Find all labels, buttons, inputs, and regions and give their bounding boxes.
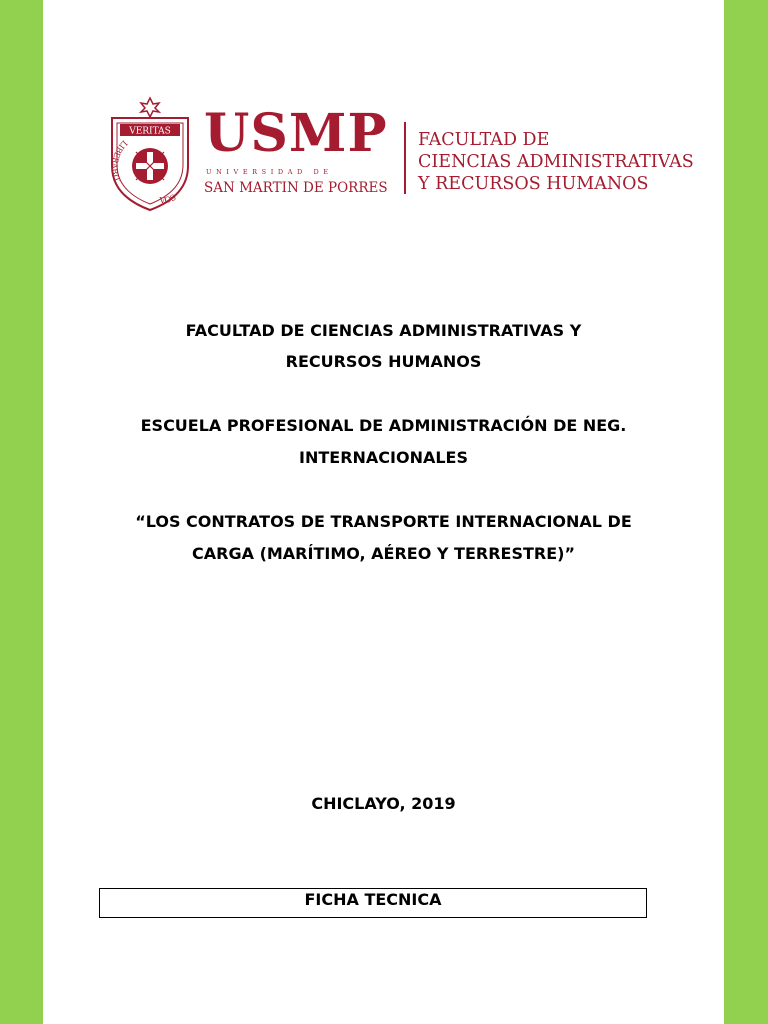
university-subline: UNIVERSIDAD DE: [206, 168, 333, 176]
place-date: CHICLAYO, 2019: [311, 794, 456, 813]
university-logo: [108, 96, 708, 216]
document-title-line-1: “LOS CONTRATOS DE TRANSPORTE INTERNACIONAL DE: [135, 512, 632, 531]
seal-text-top: VERITAS: [129, 126, 171, 137]
school-heading-line-2: INTERNACIONALES: [299, 448, 468, 467]
university-name: SAN MARTIN DE PORRES: [204, 180, 388, 196]
faculty-heading-line-1: FACULTAD DE CIENCIAS ADMINISTRATIVAS Y: [185, 321, 582, 340]
faculty-heading-line-2: RECURSOS HUMANOS: [285, 352, 482, 371]
usmp-shield-icon: [108, 96, 192, 212]
logo-faculty-line-1: FACULTAD DE: [418, 130, 550, 150]
ficha-tecnica-label: FICHA TECNICA: [304, 890, 442, 909]
usmp-wordmark: USMP: [204, 103, 388, 164]
logo-faculty-line-2: CIENCIAS ADMINISTRATIVAS: [418, 152, 694, 172]
right-green-border: [724, 0, 768, 1024]
seal-text-right: VOS: [159, 192, 178, 206]
school-heading-line-1: ESCUELA PROFESIONAL DE ADMINISTRACIÓN DE NEG.: [140, 416, 627, 435]
logo-faculty-line-3: Y RECURSOS HUMANOS: [418, 174, 649, 194]
logo-divider: [404, 122, 406, 194]
ficha-tecnica-box: [99, 888, 647, 918]
seal-text-left: LIBERABIT: [109, 138, 129, 184]
left-green-border: [0, 0, 43, 1024]
document-title-line-2: CARGA (MARÍTIMO, AÉREO Y TERRESTRE)”: [192, 544, 575, 563]
